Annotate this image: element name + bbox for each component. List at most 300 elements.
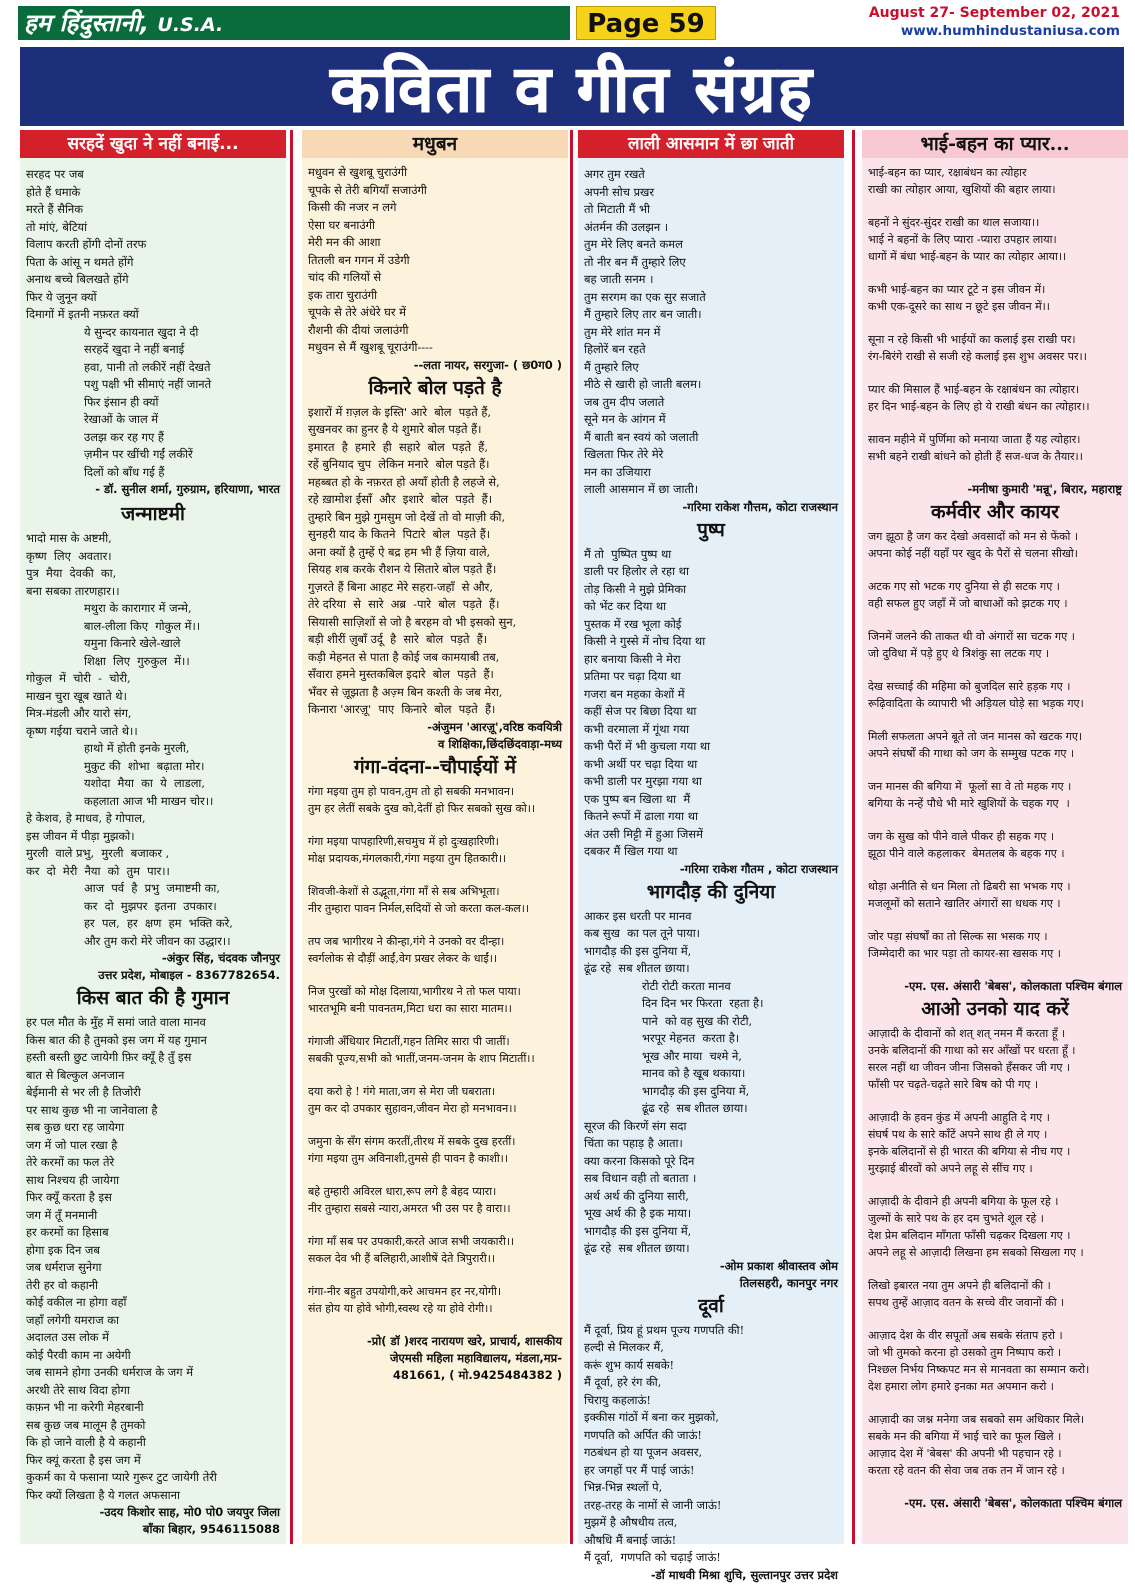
poem-stanza	[868, 1109, 1122, 1177]
poem-line: विलाप करती होंगी दोनों तरफ	[26, 237, 147, 251]
poem-line: रहें बुनियाद चुप लेकिन मनारे बोल पड़ते हैं।	[308, 457, 490, 471]
poem-line: नीर तुम्हारा पावन निर्मल,सदियों से जो करता कल-कल।।	[308, 901, 530, 915]
poem-line: डाली पर हिलोर ले रहा था	[584, 564, 689, 578]
poem-line: दया करो हे ! गंगे माता,जग से मेरा जी घबराता।	[308, 1084, 496, 1098]
poem-line: ज़मीन पर खींची गईं लकीरें	[84, 447, 193, 461]
poem-line: कभी भाई-बहन का प्यार टूटे न इस जीवन में।	[868, 283, 1046, 296]
poem-line: हर दिन भाई-बहन के लिए हो ये राखी बंधन का त्योहार।।	[868, 400, 1090, 413]
poem-line: झूठा पीने वाले कहलाकर बेमतलब के बहक गए ।	[868, 847, 1065, 860]
poem-line: तुम कर दो उपकार सुहावन,जीवन मेरा हो मनभावन।।	[308, 1101, 517, 1115]
poem-line: गंगा-नीर बहुत उपयोगी,करे आचमन हर नर,योगी।	[308, 1284, 502, 1298]
poem-line: सूना न रहे किसी भी भाईयों का कलाई इस राखी पर।	[868, 333, 1076, 346]
poem-line: रूढ़िवादिता के व्यापारी भी अड़ियल घोड़े सा भड़क गए।	[868, 697, 1084, 710]
poem-stanza	[868, 778, 1122, 812]
poem-stanza	[26, 880, 280, 950]
poem-line: दबकर मैं खिल गया था	[584, 844, 678, 858]
poem-line: हर जगहों पर मैं पाई जाऊं!	[584, 1462, 695, 1477]
poem-line: भूख और माया चश्मे ने,	[642, 1048, 742, 1063]
poem-line: अना क्यों है तुम्हें ऐ बद्र हम भी हैं ज़िया वाले,	[308, 544, 491, 559]
poem-line: गणपति को अर्पित की जाऊं!	[584, 1427, 702, 1442]
poem-line: फिर क्यूँ करता है इस	[26, 1190, 112, 1204]
poem-stanza	[868, 431, 1122, 465]
poem-line: इक तारा चुराउंगी	[308, 287, 378, 302]
website-link[interactable]: www.humhindustaniusa.com	[900, 23, 1120, 39]
poem-line: बात से बिल्कुल अनजान	[26, 1067, 125, 1082]
poem-line: मैं दूर्वा, प्रिय हूं प्रथम पूज्य गणपति की!	[584, 1322, 745, 1337]
poem-line: हर पल, हर क्षण हम भक्ति करे,	[84, 916, 233, 930]
poem-author: -डॉ माधवी मिश्रा शुचि, सुल्तानपुर उत्तर प्रदेश	[650, 1567, 838, 1582]
issue-date: August 27- September 02, 2021	[868, 5, 1120, 21]
poem-line: मधुवन से खुशबू चुराउंगी	[308, 165, 408, 179]
poem-line: कर दो मुझपर इतना उपकार।	[84, 898, 217, 913]
poem-title: मधुबन	[302, 130, 568, 158]
poem-stanza	[868, 1277, 1122, 1311]
poem-line: मुरझाई बीरवों को अपने लहू से सींच गए ।	[868, 1162, 1033, 1175]
poem-line: शिवजी-केशों से उद्भूता,गंगा माँ से सब अभिभूता।	[308, 884, 500, 898]
poem-line: पाने को वह सुख की रोटी,	[642, 1013, 753, 1028]
poem-stanza	[26, 740, 280, 810]
poem-body	[862, 1025, 1128, 1479]
poem-stanza	[868, 628, 1122, 662]
poem-stanza	[868, 381, 1122, 415]
poem-line: तुम्हारे बिन मुझे गुमसुम जो देखें तो वो माज़ी की,	[308, 509, 506, 524]
poem-line: जग झूठा है जग कर देखो अवसादों को मन से फेंको ।	[868, 530, 1079, 543]
poem-line: मजलूमों को सताने खातिर अंगारों सा धधक गए ।	[868, 897, 1061, 910]
poem-line: तुम सरगम का एक सुर सजाते	[584, 289, 706, 304]
poem-line: दिन दिन भर फिरता रहता है।	[642, 996, 764, 1010]
poem-line: पर साथ कुछ भी ना जानेवाला है	[26, 1102, 158, 1117]
poem-line: नीर तुम्हारा सबसे न्यारा,अमरत भी उस पर है वारा।।	[308, 1201, 511, 1215]
poem-author-contact: बाँका बिहार, 9546115088	[142, 1522, 280, 1536]
poem-line: माखन चुरा खूब खाते थे।	[26, 688, 127, 703]
poem-title: आओ उनको याद करें	[921, 998, 1069, 1020]
poem-stanza	[308, 983, 562, 1017]
poem-line: मैं बाती बन स्वयं को जलाती	[584, 429, 699, 444]
poem-line: हर पल मौत के मुँह में समां जाते वाला मानव	[26, 1015, 206, 1029]
poem-line: कितने रूपों में ढाला गया था	[584, 809, 698, 823]
poem-line: हे केशव, हे माधव, हे गोपाल,	[26, 811, 146, 825]
poem-line: मैं तुम्हारे लिए तार बन जाती।	[584, 307, 702, 321]
poem-body	[578, 1322, 844, 1567]
poem-author: -अंजुमन 'आरज़ू',वरिष्ठ कवयित्री	[427, 719, 562, 734]
poem-line: आज़ादी का जश्न मनेगा जब सबको सम अधिकार मिले।	[868, 1413, 1085, 1426]
poem-line: तरह-तरह के नामों से जानी जाऊं!	[584, 1497, 722, 1512]
poem-line: निश्छल निर्भय निष्कपट मन से मानवता का सम्मान करो।	[868, 1363, 1090, 1376]
poem-line: जन मानस की बगिया में फूलों सा वे तो महक गए ।	[868, 780, 1072, 793]
poem-body	[578, 546, 844, 861]
poem-line: चिरायु कहलाऊं!	[584, 1392, 652, 1407]
poem-line: कभी डाली पर मुरझा गया था	[584, 774, 702, 788]
poem-line: थोड़ा अनीति से धन मिला तो ढिबरी सा भभक गए ।	[868, 880, 1071, 893]
poem-line: जग में तूँ मनमानी	[26, 1207, 98, 1222]
poem-line: किसी ने गुस्से में नोच दिया था	[584, 634, 706, 648]
poem-line: जोर पड़ा संघर्षों का तो सिल्क सा भसक गए ।	[868, 930, 1048, 943]
poem-line: शिक्षा लिए गुरुकुल में।।	[84, 653, 190, 668]
poem-line: मेरी मन की आशा	[308, 235, 381, 249]
column-4	[862, 130, 1128, 1544]
poem-line: तुम मेरे शांत मन में	[584, 324, 661, 339]
poem-line: फिर इंसान ही क्यों	[84, 394, 159, 409]
poem-line: सपथ तुम्हें आज़ाद वतन के सच्चे वीर जवानों की ।	[868, 1296, 1065, 1309]
poem-author-place: तिलसहरी, कानपुर नगर	[739, 1275, 838, 1290]
poem-body	[302, 783, 568, 1317]
poem-title: किस बात की है गुमान	[76, 987, 230, 1009]
poem-title: कर्मवीर और कायर	[931, 501, 1059, 523]
poem-stanza	[868, 1411, 1122, 1479]
poem-line: बह जाती सनम ।	[584, 272, 654, 286]
poem-line: हिलोरें बन रहते	[584, 342, 646, 356]
poem-line: फिर क्यूं करता है इस जग में	[26, 1452, 141, 1467]
poem-line: अर्थ अर्थ की दुनिया सारी,	[584, 1188, 689, 1203]
poem-line: रेखाओं के जाल में	[84, 412, 159, 426]
poem-line: इनके बलिदानों से ही भारत की बगिया से नीच गए ।	[868, 1145, 1071, 1158]
poem-line: मुझमें है औषधीय तत्व,	[584, 1515, 678, 1529]
poem-line: देश प्रेम बलिदान माँगता फाँसी चढ़कर दिखला गए ।	[868, 1229, 1071, 1242]
poem-line: तप जब भागीरथ ने कीन्हा,गंगे ने उनको वर दीन्हा।	[308, 934, 505, 948]
poem-line: तुम मेरे लिए बनते कमल	[584, 237, 683, 251]
poem-line: इक्कीस गांठों में बना कर मुझको,	[584, 1410, 719, 1424]
poem-line: आज़ादी के दीवानों को शत् शत् नमन मैं करता हूँ ।	[868, 1027, 1066, 1040]
poem-line: बगिया के नन्हें पौधे भी मारे खुशियों के चहक गए ।	[868, 797, 1070, 810]
poem-line: भारतभूमि बनी पावनतम,मिटा धरा का सारा मातम।।	[308, 1001, 512, 1015]
poem-stanza	[308, 1283, 562, 1317]
poem-line: कहीं सेज पर बिछा दिया था	[584, 704, 697, 718]
poem-title: गंगा-वंदना--चौपाईयों में	[353, 755, 517, 778]
poem-author: -अंकुर सिंह, चंदवक जौनपुर	[161, 951, 280, 965]
poem-body	[862, 164, 1128, 465]
poem-line: चांद की गलियों से	[308, 270, 382, 284]
poem-line: लिखो इबारत नया तुम अपने ही बलिदानों की ।	[868, 1279, 1051, 1292]
poem-body	[578, 166, 844, 499]
poem-line: यमुना किनारे खेले-खाले	[84, 636, 181, 650]
poem-line: मैं तुम्हारे लिए	[584, 359, 639, 374]
poem-line: गंगाजी अँधियार मिटातीं,गहन तिमिर सारा पी जातीं।	[308, 1034, 510, 1048]
poem-line: होते हैं धमाके	[26, 184, 81, 199]
poem-line: फिर ये जुनून क्यों	[26, 289, 97, 304]
poem-stanza	[308, 1133, 562, 1167]
poem-line: धागों में बंधा भाई-बहन के प्यार का त्योहार आया।।	[868, 250, 1067, 263]
poem-stanza	[308, 1033, 562, 1067]
poem-line: प्यार की मिसाल हैं भाई-बहन के रक्षाबंधन का त्योहार।	[868, 383, 1080, 396]
column-2	[302, 130, 568, 1544]
poem-line: कहलाता आज भी माखन चोर।।	[84, 793, 214, 808]
poem-line: बहनों ने सुंदर-सुंदर राखी का थाल सजाया।।	[868, 216, 1040, 229]
poem-line: हस्ती बस्ती छुट जायेगी फ़िर क्यूँ है तुँ इस	[26, 1050, 192, 1064]
poem-stanza	[308, 783, 562, 817]
poem-line: तो मिटाती मैं भी	[584, 202, 650, 216]
poem-line: उलझ कर रह गए हैं	[84, 429, 164, 444]
issue-info	[869, 4, 1120, 40]
poem-line: सब कुछ धरा रह जायेगा	[26, 1120, 125, 1134]
poem-stanza	[868, 528, 1122, 562]
poem-line: कभी पैरों में भी कुचला गया था	[584, 739, 711, 753]
poem-line: रंग-बिरंगे राखी से सजी रहे कलाई इस शुभ अवसर पर।।	[868, 350, 1087, 363]
poem-line: हल्दी से मिलकर मैं,	[584, 1340, 664, 1354]
poem-title: दूर्वा	[698, 1294, 724, 1317]
poem-line: तेरी हर वो कहानी	[26, 1277, 98, 1292]
poem-line: कि हो जाने वाली है ये कहानी	[26, 1435, 146, 1449]
poem-stanza	[308, 883, 562, 917]
column-3	[578, 130, 844, 1582]
poem-line: चिंता का पहाड़ है आता।	[584, 1136, 683, 1150]
poem-body	[302, 164, 568, 357]
poem-line: आकर इस धरती पर मानव	[584, 908, 692, 923]
poem-line: कृष्ण गईया चराने जाते थे।।	[26, 723, 138, 738]
poem-line: आज़ादी के दीवाने ही अपनी बगिया के फूल रहे ।	[868, 1195, 1059, 1208]
poem-line: दिमागों में इतनी नफ़रत क्यों	[26, 307, 139, 321]
poem-line: देश हमारा लोग हमारे इनका मत अपमान करो ।	[868, 1380, 1054, 1393]
poem-line: बहे तुम्हारी अविरल धारा,रूप लगे है बेहद प्यारा।	[308, 1184, 497, 1198]
column-divider	[852, 130, 855, 1544]
poem-line: गठबंधन हो या पूजन अवसर,	[584, 1445, 703, 1459]
poem-line: सरल नहीं था जीवन जीना जिसको हँसकर जी गए ।	[868, 1061, 1071, 1074]
poem-line: गजरा बन महका केशों में	[584, 686, 685, 701]
poem-line: कभी एक-दूसरे का साथ न छूटे इस जीवन में।।	[868, 300, 1050, 313]
poem-stanza	[584, 166, 838, 499]
poem-line: अनाथ बच्चे बिलखते होंगे	[26, 272, 129, 286]
poem-line: गंगा मइया तुम हो पावन,तुम तो हो सबकी मनभावन।	[308, 784, 515, 798]
poem-author-detail: व शिक्षिका,छिंदछिंदवाड़ा-मध्य	[437, 736, 562, 751]
poem-stanza	[868, 728, 1122, 762]
poem-line: अगर तुम रखते	[584, 167, 645, 181]
poem-line: अपने लहू से आज़ादी लिखना हम सबको सिखला गए ।	[868, 1246, 1084, 1259]
poem-stanza	[26, 166, 280, 324]
poem-line: किसी की नजर न लगे	[308, 200, 397, 214]
poem-stanza	[868, 928, 1122, 962]
poem-line: सँवारा हमने मुस्तकबिल इदारे बोल पड़ते हैं।	[308, 667, 494, 681]
poem-line: कभी वरमाला में गूंथा गया	[584, 721, 690, 736]
poem-line: जग के सुख को पीने वाले पीकर ही सहक गए ।	[868, 830, 1055, 843]
poem-line: रहे ख़ामोश ईसाँ और इशारे बोल पड़ते हैं।	[308, 492, 493, 506]
poem-line: अरथी तेरे साथ विदा होगा	[26, 1382, 130, 1397]
poem-line: गंगा मइया पापहारिणी,सचमुच में हो दुःखहारिणी।	[308, 834, 499, 848]
poem-stanza	[26, 600, 280, 670]
poem-line: महब्बत हो के नफ़रत हो अयाँ होती है लहजे से,	[308, 474, 500, 489]
poem-line: अंतर्मन की उलझन ।	[584, 219, 669, 234]
poem-title: किनारे बोल पड़ते है	[368, 376, 502, 399]
poem-line: तेरे करमों का फल तेरे	[26, 1155, 115, 1169]
poem-line: सरहदें खुदा ने नहीं बनाई	[84, 342, 185, 356]
poem-line: हर करमों का हिसाब	[26, 1225, 109, 1239]
poem-stanza	[868, 164, 1122, 198]
poem-stanza	[868, 578, 1122, 612]
poem-line: साथ निश्चय ही जायेगा	[26, 1172, 120, 1187]
poem-line: राखी का त्योहार आया, खुशियों की बहार लाया।	[868, 183, 1056, 196]
poem-author: -प्रो( डॉ )शरद नारायण खरे, प्राचार्य, शासकीय	[367, 1333, 562, 1348]
poem-author-contact: 481661, ( मो.9425484382 )	[392, 1367, 562, 1382]
poem-line: को भेंट कर दिया था	[584, 599, 667, 613]
poem-line: रोटी रोटी करता मानव	[642, 978, 731, 993]
poem-line: सबके मन की बगिया में भाई चारे का फूल खिले ।	[868, 1430, 1062, 1443]
poem-line: मन का उजियारा	[584, 464, 651, 479]
poem-stanza	[584, 1322, 838, 1567]
poem-line: उनके बलिदानों की गाथा को सर आँखों पर धरता हूँ ।	[868, 1044, 1076, 1057]
poem-title: भाई-बहन का प्यार...	[862, 130, 1128, 158]
poem-author: -उदय किशोर साह, मो0 पो0 जयपुर जिला	[99, 1505, 280, 1519]
poem-line: ढूंढ रहे सब शीतल छाया।	[584, 1241, 690, 1255]
section-title: कविता व गीत संग्रह	[330, 53, 814, 127]
poem-line: निज पुरखों को मोक्ष दिलाया,भागीरथ ने तो फल पाया।	[308, 984, 521, 998]
poem-line: भाई-बहन का प्यार, रक्षाबंधन का त्योहार	[868, 166, 1027, 179]
poem-line: पशु पक्षी भी सीमाएं नहीं जानते	[84, 377, 212, 391]
poem-line: देख सच्चाई की महिमा को बुजदिल सारे हड़क गए ।	[868, 680, 1071, 693]
poem-line: मधुवन से मैं खुशबू चूराउंगी----	[308, 340, 433, 354]
poem-line: अदालत उस लोक में	[26, 1330, 109, 1344]
poem-stanza	[868, 828, 1122, 862]
poem-line: आज़ाद देश में 'बेबस' की अपनी भी पहचान रहे ।	[868, 1447, 1062, 1460]
column-divider	[570, 130, 573, 1544]
poem-stanza	[584, 546, 838, 861]
poem-line: फिर क्यों लिखता है ये गलत अफसाना	[26, 1487, 180, 1502]
poem-line: जग में जो पाल रखा है	[26, 1137, 118, 1152]
poem-line: सुखनवर का हुनर है ये शुमारे बोल पड़ते हैं।	[308, 422, 482, 436]
poem-line: इस जीवन में पीड़ा मुझको।	[26, 828, 135, 843]
poem-stanza	[868, 1025, 1122, 1093]
poem-body	[20, 530, 286, 950]
poem-line: चूपके से तेरे अंधेरे घर में	[308, 305, 406, 319]
poem-author: -एम. एस. अंसारी 'बेबस', कोलकाता पश्चिम बंगाल	[904, 979, 1122, 993]
poem-author: -मनीषा कुमारी 'मन्नू', बिरार, महाराष्ट्र	[967, 482, 1122, 496]
brand-name: हम हिंदुस्तानी,	[24, 9, 150, 37]
poem-line: इशारों में ग़ज़ल के इस्ति' आरे बोल पड़ते हैं,	[308, 404, 492, 419]
poem-stanza	[584, 908, 838, 978]
poem-line: कुकर्म का ये फसाना प्यारे गुरूर टुट जायेगी तेरी	[26, 1470, 217, 1484]
poem-stanza	[584, 1118, 838, 1258]
poem-line: जो दुविधा में पड़े हुए थे त्रिशंकु सा लटक गए ।	[868, 647, 1050, 660]
poem-line: सबकी पूज्य,सभी को भातीं,जनम-जनम के शाप मिटातीं।।	[308, 1051, 535, 1065]
poem-stanza	[308, 164, 562, 357]
poem-stanza	[26, 810, 280, 880]
poem-stanza	[868, 678, 1122, 712]
poem-line: संघर्ष पथ के सारे काँटें अपने साथ ही ले गए ।	[868, 1128, 1048, 1141]
poem-line: कब सुख का पल तूने पाया।	[584, 926, 700, 940]
poem-line: ढूंढ रहे सब शीतल छाया।	[584, 961, 690, 975]
poem-line: भाई ने बहनों के लिए प्यारा -प्यारा उपहार लाया।	[868, 233, 1057, 246]
poem-line: कर दो मेरी नैया को तुम पार।।	[26, 863, 170, 878]
poem-line: हार बनाया किसी ने मेरा	[584, 651, 681, 666]
poem-author-contact: उत्तर प्रदेश, मोबाइल - 8367782654.	[98, 968, 280, 982]
poem-line: तो नीर बन मैं तुम्हारे लिए	[584, 254, 686, 269]
poem-line: मीठे से खारी हो जाती बलम।	[584, 377, 702, 391]
poem-stanza	[308, 833, 562, 867]
column-divider	[290, 130, 293, 1544]
poem-line: मोक्ष प्रदायक,मंगलकारी,गंगा मइया तुम हितकारी।।	[308, 851, 507, 865]
poem-line: सूरज की किरणें संग सदा	[584, 1118, 687, 1133]
poem-line: अपनी सोच प्रखर	[584, 184, 655, 199]
poem-line: पुत्र मैया देवकी का,	[26, 566, 117, 580]
poem-line: मानव को है खूब थकाया।	[642, 1066, 746, 1080]
poem-line: सूने मन के आंगन में	[584, 412, 666, 426]
poem-line: एक पुष्प बन खिला था मैं	[584, 791, 691, 806]
poem-line: गंगा माँ सब पर उपकारी,करते आज सभी जयकारी।।	[308, 1234, 515, 1248]
poem-line: सावन महीने में पुर्णिमा को मनाया जाता हैं यह त्योहार।	[868, 433, 1081, 446]
poem-stanza	[868, 878, 1122, 912]
poem-line: भिन्न-भिन्न स्थलों पे,	[584, 1480, 663, 1494]
poem-line: वही सफल हुए जहाँ में जो बाधाओं को झटक गए ।	[868, 597, 1068, 610]
poem-line: भागदौड़ की इस दुनिया में,	[584, 943, 692, 958]
poem-line: मैं दूर्वा, गणपति को चढ़ाई जाऊं!	[584, 1550, 721, 1564]
poem-line: दिलों को बाँध गई हैं	[84, 464, 165, 479]
column-1	[20, 130, 286, 1544]
poem-stanza	[26, 1014, 280, 1504]
poem-line: चूपके से तेरी बगियाँ सजाउंगी	[308, 182, 427, 197]
poem-line: औषधि मैं बनाई जाऊं!	[584, 1532, 677, 1547]
poem-line: आज़ादी के हवन कुंड में अपनी आहुति दे गए ।	[868, 1111, 1050, 1124]
poem-title: जन्माष्टमी	[121, 503, 185, 525]
poem-line: मरते हैं सैनिक	[26, 202, 83, 216]
poem-line: कभी अर्थी पर चढ़ा दिया था	[584, 756, 698, 771]
poem-line: बना सबका तारणहार।।	[26, 583, 120, 598]
poem-stanza	[868, 214, 1122, 265]
section-banner	[20, 47, 1124, 126]
poem-line: तितली बन गगन में उडेगी	[308, 252, 410, 267]
poem-line: अंत उसी मिट्टी में हुआ जिसमें	[584, 826, 703, 841]
poem-stanza	[868, 281, 1122, 315]
poem-body	[578, 908, 844, 1258]
poem-line: होगा इक दिन जब	[26, 1242, 100, 1257]
poem-stanza	[26, 670, 280, 740]
poem-line: तोड़ किसी ने मुझे प्रेमिका	[584, 581, 687, 596]
poem-stanza	[308, 404, 562, 719]
poem-stanza	[26, 324, 280, 482]
poem-line: जिनमें जलने की ताकत थी वो अंगारों सा चटक गए ।	[868, 630, 1075, 643]
poem-line: ऐसा घर बनाउंगी	[308, 217, 375, 232]
poem-line: सब कुछ जब मालूम है तुमको	[26, 1417, 146, 1432]
poem-author: -गरिमा राकेश गौतम , कोटा राजस्थान	[679, 861, 838, 876]
poem-stanza	[26, 530, 280, 600]
poem-line: क्या करना किसको पूरे दिन	[584, 1153, 695, 1168]
poem-line: सरहद पर जब	[26, 167, 84, 181]
poem-line: ढूंढ रहे सब शीतल छाया।	[642, 1101, 748, 1115]
poem-line: रौशनी की दीयां जलाउंगी	[308, 322, 409, 337]
poem-line: मुकुट की शोभा बढ़ाता मोर।	[84, 758, 205, 773]
poem-line: प्रतिमा पर चढ़ा दिया था	[584, 669, 681, 683]
poem-title: पुष्प	[697, 518, 725, 541]
poem-body	[20, 166, 286, 481]
poem-stanza	[308, 1083, 562, 1117]
poem-line: आज पर्व है प्रभु जमाष्टमी का,	[84, 881, 220, 895]
poem-line: मित्र-मंडली और यारो संग,	[26, 706, 132, 720]
poem-line: किनारा 'आरज़ू' पाए किनारे बोल पड़ते हैं।	[308, 702, 496, 716]
poem-line: फाँसी पर चढ़ते-चढ़ते सारे बिष को पी गए ।	[868, 1078, 1039, 1091]
poem-line: पिता के आंसू न थमते होंगे	[26, 254, 134, 269]
poem-line: गुज़रते हैं बिना आहट मेरे सहरा-जहाँ से और,	[308, 579, 493, 594]
poem-line: करूं शुभ कार्य सबके!	[584, 1357, 675, 1372]
poem-body	[302, 404, 568, 719]
poem-author-detail: जेएमसी महिला महाविद्यालय, मंडला,मप्र-	[389, 1350, 562, 1365]
poem-author: - डॉ. सुनील शर्मा, गुरुग्राम, हरियाणा, भारत	[95, 482, 280, 496]
poem-line: जब तुम दीप जलाते	[584, 394, 665, 409]
poem-body	[20, 1014, 286, 1504]
poem-stanza	[308, 933, 562, 967]
poem-line: करता रहे वतन की सेवा जब तक तन में जान रहे ।	[868, 1464, 1065, 1477]
page-number: Page 59	[576, 6, 716, 40]
poem-line: भँवर से ज़ूझता है अज़्म बिन कश्ती के जब मेरा,	[308, 684, 503, 699]
poem-line: जब सामने होगा उनकी धर्मराज के जग में	[26, 1365, 194, 1379]
poem-line: तेरे दरिया से सारे अब्र -पारे बोल पड़ते हैं।	[308, 597, 500, 611]
poem-line: जुल्मों के सारे पथ के हर दम चुभते शूल रहे ।	[868, 1212, 1044, 1225]
poem-line: सियासी साज़िशों से जो है बरहम वो भी इसको सुन,	[308, 614, 517, 629]
poem-line: सभी बहने राखी बांधने को होती हैं सज-धज के तैयार।।	[868, 450, 1083, 463]
poem-line: मथुरा के कारागार में जन्मे,	[84, 601, 192, 615]
poem-line: जब धर्मराज सुनेगा	[26, 1260, 102, 1274]
poem-line: सियह शब करके रौशन ये सितारे बोल पड़ते हैं।	[308, 562, 497, 576]
poem-line: मैं तो पुष्पित पुष्प था	[584, 546, 672, 561]
masthead	[18, 4, 1124, 42]
poem-line: गोकुल में चोरी - चोरी,	[26, 671, 131, 685]
poem-stanza	[308, 1233, 562, 1267]
poem-line: हाथो में होती इनके मुरली,	[84, 741, 190, 755]
